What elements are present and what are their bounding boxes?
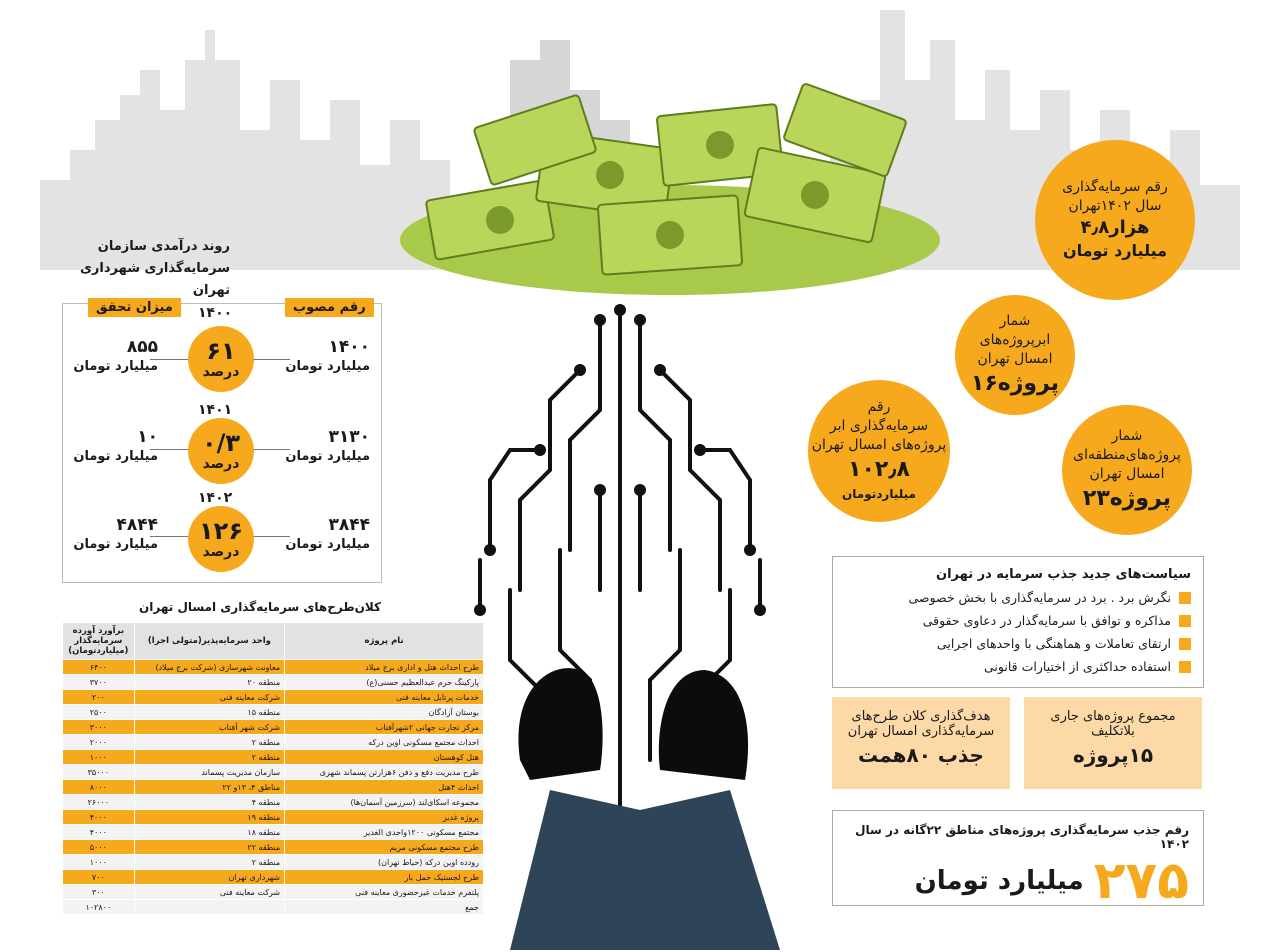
table-cell: شرکت معاینه فنی <box>134 885 284 900</box>
table-cell: منطقه ۲ <box>134 735 284 750</box>
approved-value <box>280 514 370 554</box>
percent-badge <box>188 326 254 392</box>
table-cell: مرکز تجارت جهانی ۲شهرآفتاب <box>285 720 484 735</box>
big-value: ۲۷۵ <box>1093 851 1189 911</box>
policy-item <box>833 632 1203 655</box>
bullet-square-icon <box>1179 638 1191 650</box>
table-cell: شهرداری تهران <box>134 870 284 885</box>
table-cell: معاونت شهرسازی (شرکت برج میلاد) <box>134 660 284 675</box>
table-cell: طرح احداث هتل و اداری برج میلاد <box>285 660 484 675</box>
approved-value <box>280 426 370 466</box>
table-row <box>63 660 484 675</box>
percent-value: ۰/۳ <box>201 429 241 457</box>
table-cell: مجتمع مسکونی ۱۲۰۰واحدی الغدیر <box>285 825 484 840</box>
year-label: ۱۴۰۰ <box>198 305 233 321</box>
circle-unit: میلیارد تومان <box>1062 241 1168 260</box>
value-number: ۴۸۴۴ <box>116 515 158 535</box>
actual-label: میزان تحقق <box>88 298 181 317</box>
table-cell: مناطق ۴، ۱۳و ۲۲ <box>134 780 284 795</box>
value-number: ۳۸۴۴ <box>328 515 370 535</box>
table-row <box>63 840 484 855</box>
table-cell: پروژه غدیر <box>285 810 484 825</box>
table-cell: ۱۰۰۰ <box>63 855 135 870</box>
circle-text: رقم سرمایه‌گذاری <box>1062 179 1168 195</box>
circle-text: شمار <box>999 312 1031 329</box>
bullet-square-icon <box>1179 661 1191 673</box>
mega-projects-count-circle <box>955 295 1075 415</box>
circle-text: سرمایه‌گذاری ابر <box>829 418 929 434</box>
actual-value <box>62 426 158 466</box>
table-cell: ۸۰۰۰ <box>63 780 135 795</box>
table-cell: ۶۴۰۰ <box>63 660 135 675</box>
value-number: ۳۱۳۰ <box>328 427 370 447</box>
regional-investment-box <box>832 810 1204 911</box>
policies-title: سیاست‌های جدید جذب سرمایه در تهران <box>936 567 1191 582</box>
businessman-shoes-illustration <box>490 650 790 950</box>
title-line: روند درآمدی سازمان <box>97 239 230 254</box>
box-value: ۱۵پروژه <box>1072 743 1154 767</box>
projects-table-title: کلان‌طرح‌های سرمایه‌گذاری امسال تهران <box>139 600 381 614</box>
value-unit: میلیارد تومان <box>285 359 370 374</box>
box-value: جذب ۸۰همت <box>858 743 984 767</box>
table-cell: طرح لجستیک حمل بار <box>285 870 484 885</box>
table-cell: ۳۵۰۰۰ <box>63 765 135 780</box>
circle-text: پروژه‌های‌منطقه‌ای <box>1073 446 1181 463</box>
table-cell: احداث مجتمع مسکونی اوین درکه <box>285 735 484 750</box>
current-projects-box <box>1024 697 1202 789</box>
circle-value: ۱۶پروژه <box>970 370 1060 396</box>
approved-label: رقم مصوب <box>285 298 374 317</box>
table-cell: ۴۰۰۰ <box>63 825 135 840</box>
table-cell: ۲۰۰۰ <box>63 735 135 750</box>
table-cell: پلتفرم خدمات غیرحضوری معاینه فنی <box>285 885 484 900</box>
column-header: واحد سرمایه‌پذیر(متولی اجرا) <box>134 623 284 660</box>
table-cell: طرح مجتمع مسکونی مریم <box>285 840 484 855</box>
table-cell: طرح مدیریت دفع و دفن ۶هزارتن پسماند شهری <box>285 765 484 780</box>
table-row <box>63 885 484 900</box>
table-cell: منطقه ۲۰ <box>134 675 284 690</box>
projects-table <box>62 622 484 915</box>
table-cell: پارکینگ حرم عبدالعظیم حسنی(ع) <box>285 675 484 690</box>
table-cell: ۲۰۰ <box>63 690 135 705</box>
value-unit: میلیارد تومان <box>285 537 370 552</box>
mega-investment-circle <box>808 380 950 522</box>
circle-text: سال ۱۴۰۲تهران <box>1068 198 1162 214</box>
table-cell: شرکت شهر آفتاب <box>134 720 284 735</box>
title-line: سرمایه‌گذاری شهرداری تهران <box>80 261 230 298</box>
target-investment-box <box>832 697 1010 789</box>
table-cell: ۲۶۰۰۰ <box>63 795 135 810</box>
table-cell: ۱۰۰۰ <box>63 750 135 765</box>
circle-text: امسال تهران <box>1089 465 1165 482</box>
policies-box <box>832 556 1204 688</box>
investment-1402-circle <box>1035 140 1195 300</box>
table-cell: منطقه ۱۹ <box>134 810 284 825</box>
value-number: ۱۰ <box>137 427 158 447</box>
table-row <box>63 810 484 825</box>
percent-badge <box>188 418 254 484</box>
policy-text: ارتقای تعاملات و هماهنگی با واحدهای اجرایی <box>936 636 1171 651</box>
percent-badge <box>188 506 254 572</box>
regional-projects-count-circle <box>1062 405 1192 535</box>
percent-unit: درصد <box>202 456 240 472</box>
percent-value: ۶۱ <box>206 337 236 365</box>
column-header: نام پروژه <box>285 623 484 660</box>
money-pile-illustration <box>390 70 950 300</box>
year-label: ۱۴۰۲ <box>198 490 233 506</box>
table-row <box>63 690 484 705</box>
value-unit: میلیارد تومان <box>73 449 158 464</box>
circle-value: ۲۳پروژه <box>1082 485 1172 511</box>
table-total-row <box>63 900 484 915</box>
table-cell: منطقه ۱۵ <box>134 705 284 720</box>
table-cell: ۳۷۰۰ <box>63 675 135 690</box>
table-cell: ۴۰۰۰ <box>63 810 135 825</box>
value-number: ۱۴۰۰ <box>328 337 370 357</box>
table-cell: احداث ۴هتل <box>285 780 484 795</box>
policy-item <box>833 586 1203 609</box>
policy-text: استفاده حداکثری از اختیارات قانونی <box>984 659 1171 674</box>
table-cell: منطقه ۲ <box>134 750 284 765</box>
box-text: مجموع پروژه‌های جاری <box>1050 709 1176 724</box>
table-row <box>63 825 484 840</box>
value-unit: میلیارد تومان <box>73 537 158 552</box>
table-row <box>63 795 484 810</box>
table-row <box>63 735 484 750</box>
actual-value <box>62 336 158 376</box>
table-cell: خدمات پرتابل معاینه فنی <box>285 690 484 705</box>
policy-text: نگرش برد . برد در سرمایه‌گذاری با بخش خصوصی <box>908 590 1171 605</box>
year-label: ۱۴۰۱ <box>198 402 233 418</box>
circle-text: امسال تهران <box>977 350 1053 367</box>
revenue-trend-title <box>60 236 230 302</box>
policy-item <box>833 655 1203 678</box>
table-cell: ۳۰۰ <box>63 885 135 900</box>
box-text: بلاتکلیف <box>1091 724 1135 739</box>
table-row <box>63 750 484 765</box>
box-text: هدف‌گذاری کلان طرح‌های <box>851 709 991 724</box>
table-cell: مجموعه اسکای‌لند (سرزمین آسمان‌ها) <box>285 795 484 810</box>
bullet-square-icon <box>1179 592 1191 604</box>
percent-value: ۱۲۶ <box>199 517 243 545</box>
policy-item <box>833 609 1203 632</box>
table-row <box>63 705 484 720</box>
circle-text: پروژه‌های امسال تهران <box>811 437 947 453</box>
table-row <box>63 855 484 870</box>
table-cell: بوستان آزادگان <box>285 705 484 720</box>
table-row <box>63 870 484 885</box>
table-cell: جمع <box>285 900 484 915</box>
bullet-square-icon <box>1179 615 1191 627</box>
table-cell: منطقه ۴ <box>134 795 284 810</box>
table-row <box>63 780 484 795</box>
circle-text: رقم <box>867 399 891 415</box>
table-cell: سازمان مدیریت پسماند <box>134 765 284 780</box>
table-row <box>63 675 484 690</box>
percent-unit: درصد <box>202 544 240 560</box>
table-cell: ۷۰۰ <box>63 870 135 885</box>
table-cell: ۵۰۰۰ <box>63 840 135 855</box>
policy-text: مذاکره و توافق با سرمایه‌گذار در دعاوی حقوقی <box>922 613 1171 628</box>
table-cell: رودده اوین درکه (حیاط تهران) <box>285 855 484 870</box>
table-cell: هتل کوهستان <box>285 750 484 765</box>
value-unit: میلیارد تومان <box>914 866 1084 896</box>
circle-text: ابرپروژه‌های <box>979 331 1051 348</box>
circle-text: شمار <box>1111 427 1143 444</box>
column-header: برآورد آورده سرمایه‌گذار (میلیاردتومان) <box>63 623 135 660</box>
table-cell: ۳۰۰۰ <box>63 720 135 735</box>
table-cell: شرکت معاینه فنی <box>134 690 284 705</box>
table-cell: منطقه ۲۲ <box>134 840 284 855</box>
actual-value <box>62 514 158 554</box>
value-unit: میلیارد تومان <box>73 359 158 374</box>
value-unit: میلیارد تومان <box>285 449 370 464</box>
value-number: ۸۵۵ <box>126 337 158 357</box>
table-row <box>63 720 484 735</box>
box-text: سرمایه‌گذاری امسال تهران <box>847 724 995 739</box>
table-cell: ۱۰۲۸۰۰ <box>63 900 135 915</box>
table-cell <box>134 900 284 915</box>
table-cell: منطقه ۲ <box>134 855 284 870</box>
box-text: رقم جذب سرمایه‌گذاری پروژه‌های مناطق ۲۲گانه در سال ۱۴۰۲ <box>855 823 1189 851</box>
table-cell: منطقه ۱۸ <box>134 825 284 840</box>
percent-unit: درصد <box>202 364 240 380</box>
circle-value: ۱۰۲٫۸ <box>848 457 910 482</box>
table-cell: ۲۵۰۰ <box>63 705 135 720</box>
table-row <box>63 765 484 780</box>
circle-unit: میلیاردتومان <box>842 487 916 501</box>
approved-value <box>280 336 370 376</box>
circle-value: ۴٫۸هزار <box>1080 217 1150 238</box>
